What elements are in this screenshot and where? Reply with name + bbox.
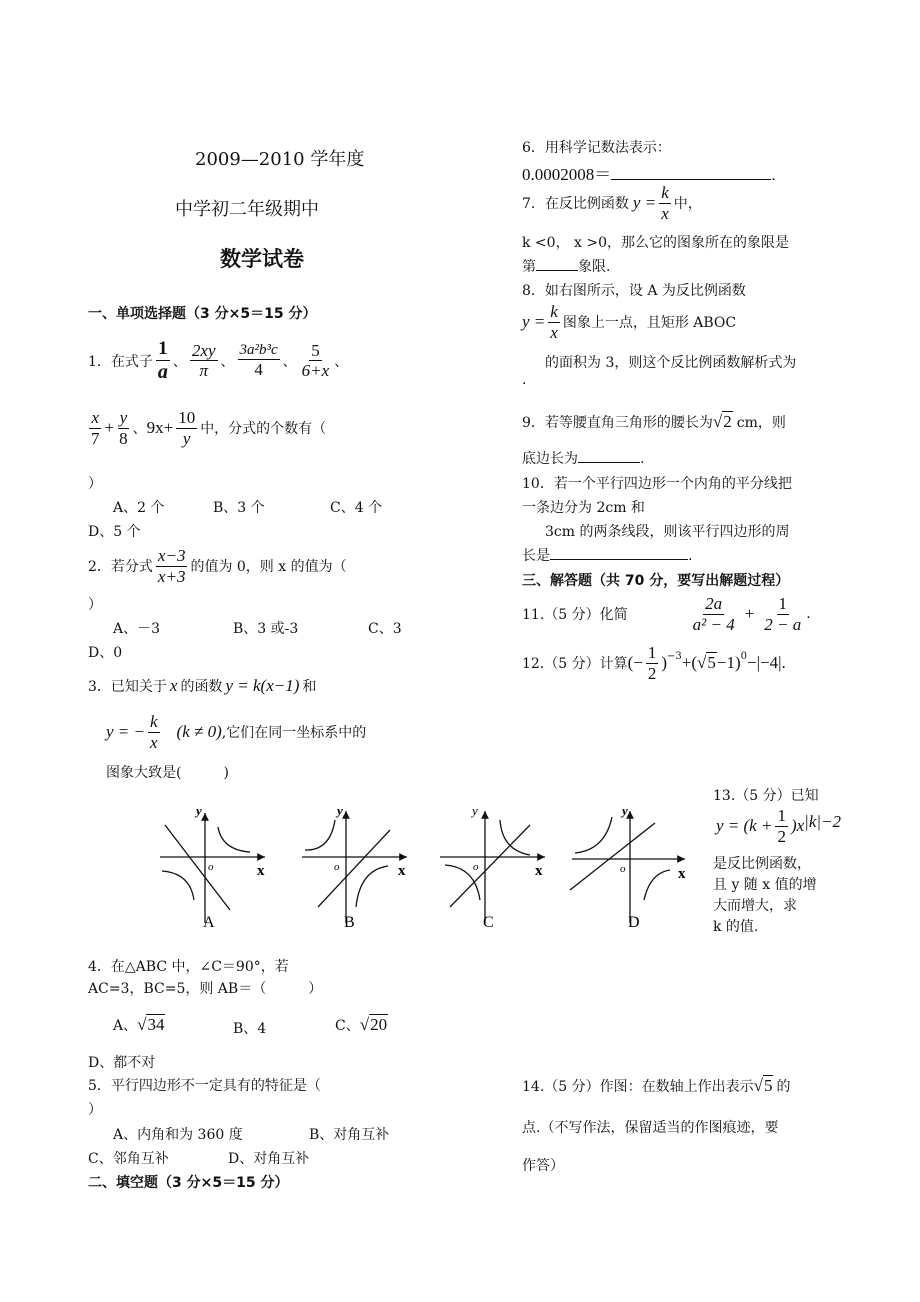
graph-c-y-label: y bbox=[472, 803, 478, 818]
question-13-line1: 13.（5 分）已知 bbox=[713, 788, 819, 804]
sqrt-icon: √5 bbox=[697, 653, 716, 673]
graph-d[interactable] bbox=[570, 803, 686, 931]
graph-d-line bbox=[570, 823, 655, 890]
question-5: 5．平行四边形不一定具有的特征是（ bbox=[88, 1078, 321, 1094]
question-6-line2: 0.0002008＝ . bbox=[522, 165, 776, 184]
section-1-heading: 一、单项选择题（3 分×5＝15 分） bbox=[88, 306, 317, 322]
q12-fraction: $\frac{1}{2}$ bbox=[647, 643, 657, 683]
graph-a-curve-q1 bbox=[218, 827, 250, 852]
graph-b-label: B bbox=[344, 914, 355, 931]
graph-b-y-label: y bbox=[337, 803, 343, 818]
question-2: 2．若分式 $\frac{x-3}{x+3}$ 的值为 0，则 x 的值为（ bbox=[88, 546, 347, 586]
graph-b-curve-q4 bbox=[356, 866, 388, 907]
q1-fraction-3: $\frac{\text{3a²b³c}}{4}$ bbox=[239, 342, 278, 380]
graph-d-x-label: x bbox=[678, 866, 686, 882]
q1-option-b: B、3 个 bbox=[213, 500, 265, 516]
graph-d-curve-q4 bbox=[644, 870, 670, 900]
graph-c-line bbox=[450, 825, 530, 907]
graph-d-origin: o bbox=[620, 863, 626, 875]
q4-option-d: D、都不对 bbox=[88, 1055, 156, 1071]
question-10-line3: 3cm 的两条线段，则该平行四边形的周 bbox=[545, 524, 790, 540]
sqrt-icon: √34 bbox=[137, 1015, 165, 1034]
question-8-line2: y = $\frac{k}{x}$ 图象上一点，且矩形 ABOC bbox=[522, 302, 737, 342]
question-8-line4: . bbox=[522, 372, 527, 388]
q8-fraction: $\frac{k}{x}$ bbox=[550, 302, 558, 342]
question-7-line2: k <0， x >0，那么它的图象所在的象限是 bbox=[522, 235, 790, 251]
q4-option-a: A、 √34 bbox=[113, 1015, 165, 1034]
q1-option-a: A、2 个 bbox=[113, 500, 165, 516]
q2-fraction: $\frac{x-3}{x+3}$ bbox=[157, 546, 186, 586]
graph-a-line bbox=[165, 825, 230, 910]
sqrt-icon: √2 bbox=[712, 412, 732, 431]
graph-a-curve-q3 bbox=[162, 871, 194, 900]
q5-option-c: C、邻角互补 bbox=[88, 1151, 169, 1167]
question-11: 11.（5 分）化简 $\frac{2a}{\text{a² − 4}}$ + $\frac{1}{2 - a}$ . bbox=[522, 594, 811, 634]
graph-c-origin: o bbox=[473, 861, 479, 873]
question-1-line2: $\frac{x}{7}$ + $\frac{y}{8}$ 、 9x+ $\frac{10}{y}$ 中，分式的个数有（ bbox=[91, 408, 327, 448]
q7-answer-blank[interactable] bbox=[536, 256, 578, 271]
question-3-line1: 3．已知关于 x 的函数 y = k(x−1) 和 bbox=[88, 676, 317, 695]
q2-option-c: C、3 bbox=[368, 621, 402, 637]
graph-c-curve-q1 bbox=[500, 820, 530, 855]
q1-option-d: D、5 个 bbox=[88, 524, 141, 540]
question-10-line2: 一条边分为 2cm 和 bbox=[522, 500, 645, 516]
question-14-line2: 点.（不写作法，保留适当的作图痕迹，要 bbox=[522, 1120, 779, 1136]
question-4-line2: AC=3，BC=5，则 AB＝（ ） bbox=[88, 981, 323, 997]
question-1-line1: 1．在式子 $\frac{1}{a}$ 、 $\frac{2xy}{\pi}$ 、 $\frac{\text{3a²b³c}}{4}$ 、 $\frac{5}{6+x}$ 、 bbox=[88, 338, 349, 383]
q1-prefix: 1．在式子 bbox=[88, 353, 153, 370]
question-13-formula: y = (k + $\frac{1}{2}$ )x |k|−2 bbox=[716, 806, 842, 846]
exam-school-grade: 中学初二年级期中 bbox=[175, 199, 319, 220]
graph-b-origin: o bbox=[334, 861, 340, 873]
q6-answer-blank[interactable] bbox=[611, 165, 771, 180]
question-14-line3: 作答） bbox=[522, 1158, 564, 1174]
question-4-line1: 4．在△ABC 中，∠C＝90°，若 bbox=[88, 959, 289, 975]
q3-fraction: $\frac{k}{x}$ bbox=[150, 712, 158, 752]
question-6-line1: 6．用科学记数法表示： bbox=[522, 140, 671, 156]
q1-fraction-2: $\frac{2xy}{\pi}$ bbox=[191, 340, 216, 381]
exam-title: 数学试卷 bbox=[220, 247, 304, 271]
q2-option-a: A、－3 bbox=[113, 621, 161, 637]
sqrt-icon: √5 bbox=[753, 1076, 773, 1095]
question-3-line2: y = − $\frac{k}{x}$ (k ≠ 0) ,它们在同一坐标系中的 bbox=[106, 712, 367, 752]
exam-year: 2009—2010 学年度 bbox=[195, 149, 365, 170]
graph-d-curve-q2 bbox=[575, 817, 612, 853]
graph-c[interactable] bbox=[440, 803, 545, 931]
graph-b-x-label: x bbox=[398, 863, 406, 879]
question-8-line3: 的面积为 3，则这个反比例函数解析式为 bbox=[545, 355, 797, 371]
q11-fraction-1: $\frac{2a}{\text{a² − 4}}$ bbox=[692, 594, 735, 634]
graph-b-curve-q2 bbox=[305, 820, 335, 850]
graph-a-y-label: y bbox=[196, 803, 202, 818]
q11-fraction-2: $\frac{1}{2 - a}$ bbox=[764, 594, 802, 634]
question-12: 12.（5 分）计算 (− $\frac{1}{2}$ ) $^{-3}$ +( √5 −1) $^0$ −|−4|. bbox=[522, 643, 786, 683]
q3-graph-options bbox=[150, 795, 710, 940]
graph-d-y-label: y bbox=[622, 803, 628, 818]
q1-option-c: C、4 个 bbox=[330, 500, 383, 516]
question-13-line5: k 的值. bbox=[713, 919, 759, 935]
graph-a[interactable] bbox=[160, 803, 265, 931]
graph-c-x-label: x bbox=[535, 863, 543, 879]
question-13-line2: 是反比例函数， bbox=[713, 856, 811, 872]
graph-c-label: C bbox=[483, 914, 494, 931]
question-10-line1: 10．若一个平行四边形一个内角的平分线把 bbox=[522, 476, 792, 492]
q1-close-paren: ） bbox=[88, 476, 102, 492]
q13-fraction: $\frac{1}{2}$ bbox=[777, 806, 786, 846]
q7-fraction: $\frac{k}{x}$ bbox=[661, 183, 669, 223]
question-8-line1: 8．如右图所示，设 A 为反比例函数 bbox=[522, 283, 746, 299]
section-2-heading: 二、填空题（3 分×5＝15 分） bbox=[88, 1175, 289, 1191]
q1-fraction-1: $\frac{1}{a}$ bbox=[157, 338, 168, 383]
question-9-line1: 9．若等腰直角三角形的腰长为 √2 cm，则 bbox=[522, 412, 786, 431]
q4-option-b: B、4 bbox=[233, 1021, 267, 1037]
q1-fraction-6: $\frac{y}{8}$ bbox=[119, 408, 128, 448]
q4-option-c: C、 √20 bbox=[335, 1015, 388, 1034]
question-10-line4: 长是 . bbox=[522, 545, 692, 565]
question-14-line1: 14.（5 分）作图：在数轴上作出表示 √5 的 bbox=[522, 1076, 791, 1095]
q5-option-d: D、对角互补 bbox=[228, 1151, 310, 1167]
q1-fraction-4: $\frac{5}{6+x}$ bbox=[301, 340, 330, 381]
graph-b[interactable] bbox=[302, 803, 407, 931]
question-3-line3: 图象大致是( ) bbox=[106, 765, 229, 781]
q9-answer-blank[interactable] bbox=[578, 448, 640, 463]
graph-a-origin: o bbox=[208, 861, 214, 873]
sqrt-icon: √20 bbox=[359, 1015, 388, 1034]
q5-option-a: A、内角和为 360 度 bbox=[113, 1127, 243, 1143]
question-13-line4: 大而增大，求 bbox=[713, 898, 797, 914]
graph-d-label: D bbox=[628, 914, 640, 931]
q5-option-b: B、对角互补 bbox=[309, 1127, 390, 1143]
graph-a-x-label: x bbox=[257, 863, 265, 879]
graph-a-label: A bbox=[203, 914, 215, 931]
q2-option-d: D、0 bbox=[88, 645, 123, 661]
q1-fraction-7: $\frac{10}{y}$ bbox=[178, 408, 196, 448]
q2-close-paren: ） bbox=[88, 597, 102, 613]
question-9-line2: 底边长为 . bbox=[522, 448, 644, 468]
q5-close-paren: ） bbox=[88, 1102, 102, 1118]
q2-option-b: B、3 或-3 bbox=[233, 621, 299, 637]
section-3-heading: 三、解答题（共 70 分，要写出解题过程） bbox=[522, 573, 790, 589]
question-7-line3: 第 象限. bbox=[522, 256, 610, 276]
question-7-line1: 7．在反比例函数 y = $\frac{k}{x}$ 中， bbox=[522, 183, 702, 223]
question-13-line3: 且 y 随 x 值的增 bbox=[713, 877, 817, 893]
q1-fraction-5: $\frac{x}{7}$ bbox=[91, 408, 100, 448]
q10-answer-blank[interactable] bbox=[550, 545, 688, 560]
